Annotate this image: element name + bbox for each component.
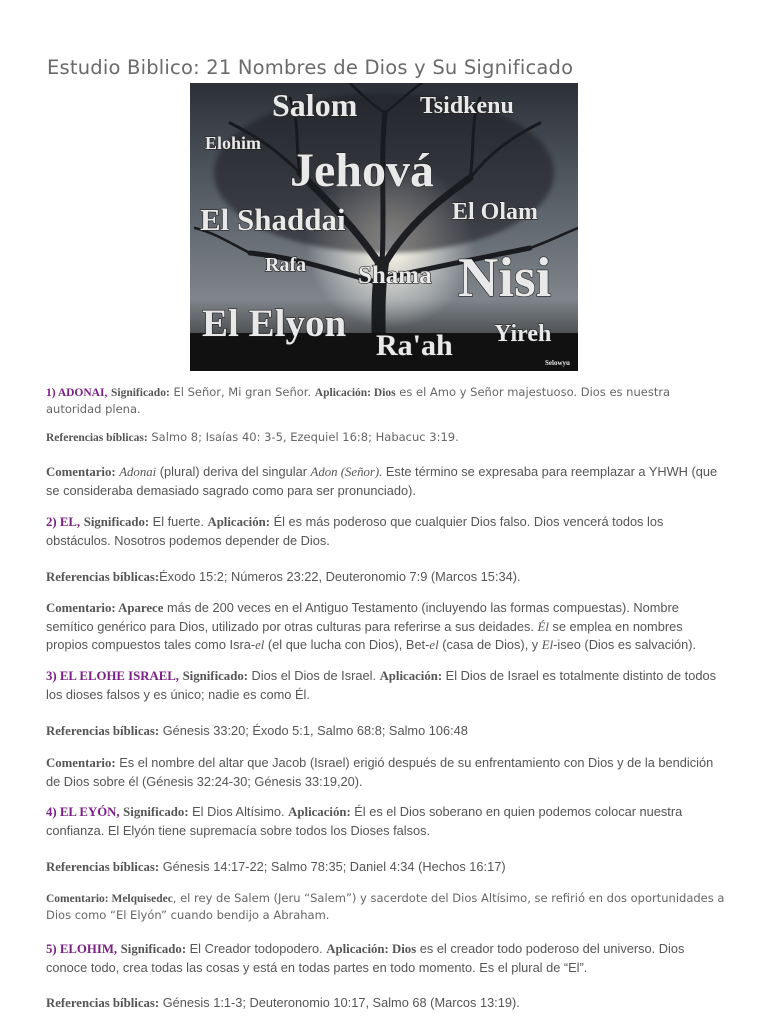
elohe-israel-references: Referencias bíblicas: Génesis 33:20; Éxodo 5:1, Salmo 68:8; Salmo 106:48 — [46, 723, 468, 738]
image-word-rafa: Rafa — [265, 254, 307, 276]
el-definition: 2) EL, Significado: El fuerte. Aplicación: Él es más poderoso que cualquier Dios falso. Dios vencerá todos los obstáculos. Nosotros podemos depender de Dios. — [46, 514, 664, 548]
el-eyon-definition: 4) EL EYÓN, Significado: El Dios Altísimo. Aplicación: Él es el Dios soberano en quien podemos colocar nuestra confianza. El Elyón tiene supremacía sobre todos los Dioses falsos. — [46, 804, 683, 838]
image-word-el-olam: El Olam — [452, 199, 539, 225]
image-word-jehova: Jehová — [290, 144, 434, 197]
page-title: Estudio Biblico: 21 Nombres de Dios y Su Significado — [47, 56, 574, 79]
elohe-israel-comment: Comentario: Es el nombre del altar que Jacob (Israel) erigió después de su enfrentamiento con Dios y de la bendición de Dios sobre él (Génesis 32:24-30; Génesis 33:19,20). — [46, 755, 714, 789]
el-references: Referencias bíblicas:Éxodo 15:2; Números 23:22, Deuteronomio 7:9 (Marcos 15:34). — [46, 569, 521, 584]
el-eyon-references: Referencias bíblicas: Génesis 14:17-22; Salmo 78:35; Daniel 4:34 (Hechos 16:17) — [46, 859, 506, 874]
elohim-references: Referencias bíblicas: Génesis 1:1-3; Deuteronomio 10:17, Salmo 68 (Marcos 13:19). — [46, 995, 520, 1010]
adonai-heading: 1) ADONAI, — [46, 387, 108, 399]
image-word-shama: Shama — [358, 262, 432, 289]
image-word-el-elyon: El Elyon — [202, 302, 347, 345]
image-word-raah: Ra'ah — [376, 329, 453, 362]
el-eyon-heading: 4) EL EYÓN, — [46, 805, 120, 819]
adonai-definition: 1) ADONAI, Significado: El Señor, Mi gran Señor. Aplicación: Dios es el Amo y Señor majestuoso. Dios es nuestra autoridad plena. — [46, 385, 671, 416]
image-word-el-shaddai: El Shaddai — [200, 202, 346, 237]
el-comment: Comentario: Aparece más de 200 veces en el Antiguo Testamento (incluyendo las formas compuestas). Nombre semítico genérico para Dios, utilizado por otras culturas para referirse a sus deidades. Él se emplea en nombres propios compuestos tales como Isra-el (el que lucha con Dios), Bet-el (casa de Dios), y El-iseo (Dios es salvación). — [46, 600, 697, 652]
adonai-references: Referencias bíblicas: Salmo 8; Isaías 40: 3-5, Ezequiel 16:8; Habacuc 3:19. — [46, 430, 459, 444]
image-word-yireh: Yireh — [494, 321, 552, 347]
image-word-elohim: Elohim — [205, 133, 262, 153]
image-word-tsidkenu: Tsidkenu — [420, 93, 514, 119]
image-signature: Selowyu — [545, 359, 570, 367]
elohim-definition: 5) ELOHIM, Significado: El Creador todopodero. Aplicación: Dios es el creador todo poderoso del universo. Dios conoce todo, crea todas las cosas y está en todas partes en todo momento. Es el plural de “El”. — [46, 941, 685, 975]
image-word-nisi: Nisi — [458, 247, 552, 309]
elohim-heading: 5) ELOHIM, — [46, 942, 118, 956]
elohe-israel-heading: 3) EL ELOHE ISRAEL, — [46, 669, 179, 683]
el-eyon-comment: Comentario: Melquisedec, el rey de Salem (Jeru “Salem”) y sacerdote del Dios Altísimo, se refirió en dos oportunidades a Dios como “El Elyón” cuando bendijo a Abraham. — [46, 891, 725, 922]
names-of-god-image — [190, 83, 578, 371]
adonai-comment: Comentario: Adonai (plural) deriva del singular Adon (Señor). Este término se expresaba para reemplazar a YHWH (que se consideraba demasiado sagrado como para ser pronunciado). — [46, 464, 718, 498]
image-word-salom: Salom — [272, 87, 358, 123]
el-heading: 2) EL, — [46, 515, 81, 529]
elohe-israel-definition: 3) EL ELOHE ISRAEL, Significado: Dios el Dios de Israel. Aplicación: El Dios de Israel es totalmente distinto de todos los dioses falsos y es único; nadie es como Él. — [46, 668, 716, 702]
